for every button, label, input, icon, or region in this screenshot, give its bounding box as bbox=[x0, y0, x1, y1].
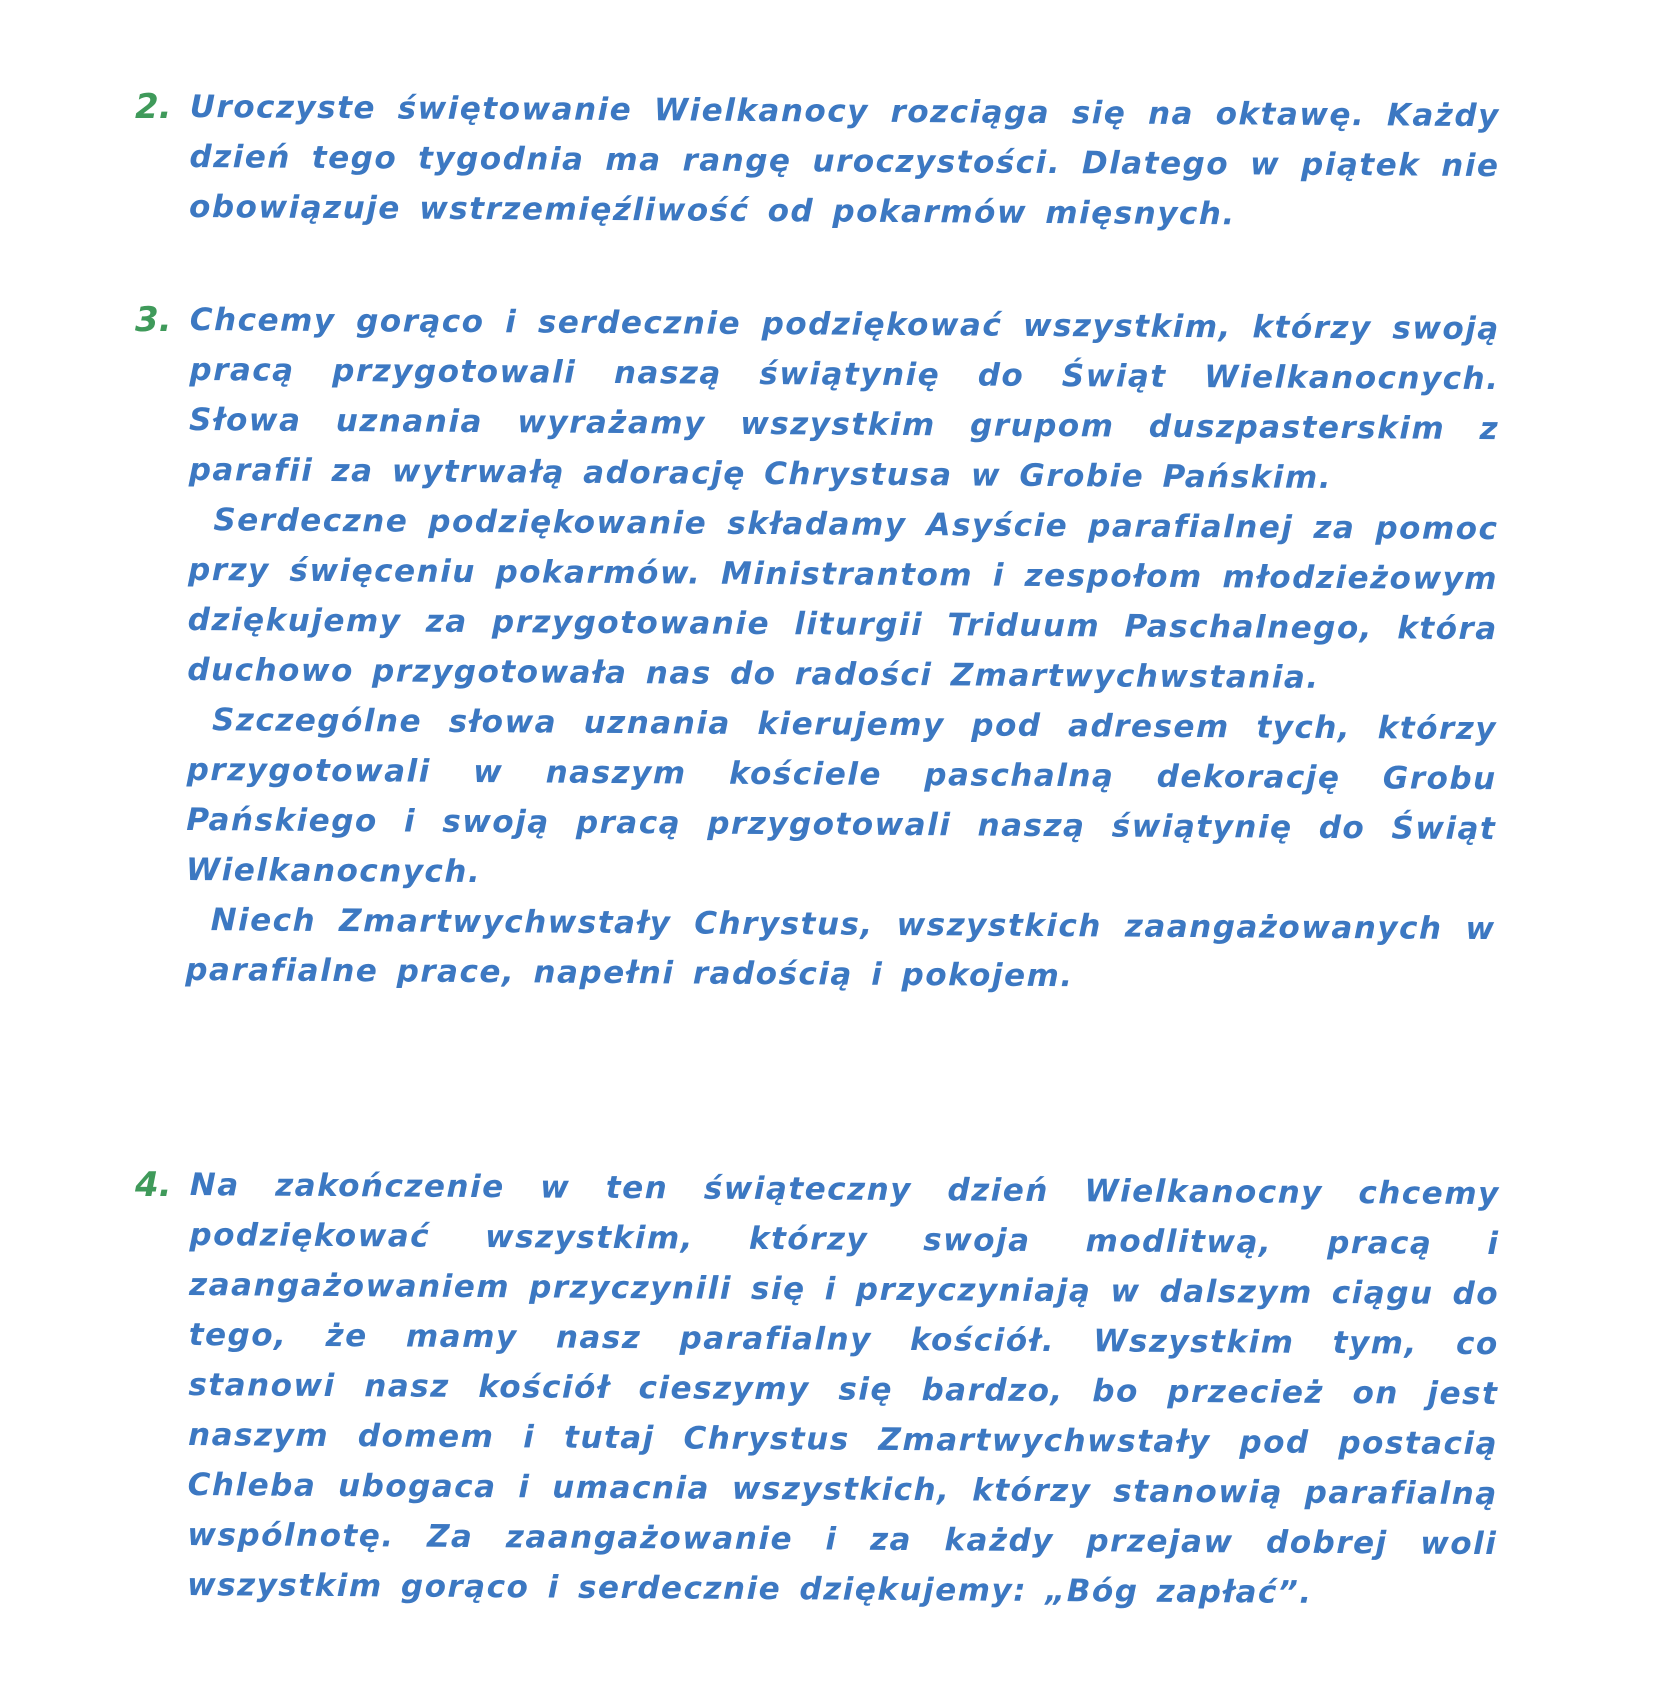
paragraph: Niech Zmartwychwstały Chrystus, wszystkich zaangażowanych w parafialne prace, napełni radością i pokojem. bbox=[185, 902, 1496, 995]
item-number: 3. bbox=[135, 300, 172, 340]
item-text bbox=[185, 295, 1500, 1004]
paragraph: Szczególne słowa uznania kierujemy pod adresem tych, którzy przygotowali w naszym kościele paschalną dekorację Grobu Pańskiego i swoją pracą przygotowali naszą świątynię do Świąt Wielkanocnych. bbox=[185, 702, 1498, 891]
paragraph: Serdeczne podziękowanie składamy Asyście parafialnej za pomoc przy święceniu pokarmów. Ministrantom i zespołom młodzieżowym dziękujemy za przygotowanie liturgii Triduum Paschalnego, która duchowo przygotowała nas do radości Zmartwychwstania. bbox=[187, 502, 1499, 696]
item-text bbox=[189, 82, 1500, 241]
paragraph: Na zakończenie w ten świąteczny dzień Wielkanocny chcemy podziękować wszystkim, którzy swoja modlitwą, pracą i zaangażowaniem przyczynili się i przyczyniają w dalszym ciągu do tego, że mamy nasz parafialny kościół. Wszystkim tym, co stanowi nasz kościół cieszymy się bardzo, bo przecież on jest naszym domem i tutaj Chrystus Zmartwychwstały pod postacią Chleba ubogaca i umacnia wszystkich, którzy stanowią parafialną wspólnotę. Za zaangażowanie i za każdy przejaw dobrej woli wszystkim gorąco i serdecznie dziękujemy: „Bóg zapłać”. bbox=[186, 1166, 1500, 1611]
item-number: 2. bbox=[135, 87, 172, 127]
paragraph: Chcemy gorąco i serdecznie podziękować wszystkim, którzy swoją pracą przygotowali naszą świątynię do Świąt Wielkanocnych. Słowa uznania wyrażamy wszystkim grupom duszpasterskim z parafii za wytrwałą adorację Chrystusa w Grobie Pańskim. bbox=[188, 301, 1500, 496]
paragraph: Uroczyste świętowanie Wielkanocy rozciąga się na oktawę. Każdy dzień tego tygodnia ma rangę uroczystości. Dlatego w piątek nie obowiązuje wstrzemięźliwość od pokarmów mięsnych. bbox=[189, 88, 1500, 233]
announcement-item-2 bbox=[135, 82, 1510, 232]
announcement-item-3 bbox=[135, 295, 1510, 995]
announcement-item-4 bbox=[135, 1160, 1510, 1610]
item-number: 4. bbox=[135, 1165, 172, 1205]
item-text bbox=[187, 1160, 1500, 1619]
